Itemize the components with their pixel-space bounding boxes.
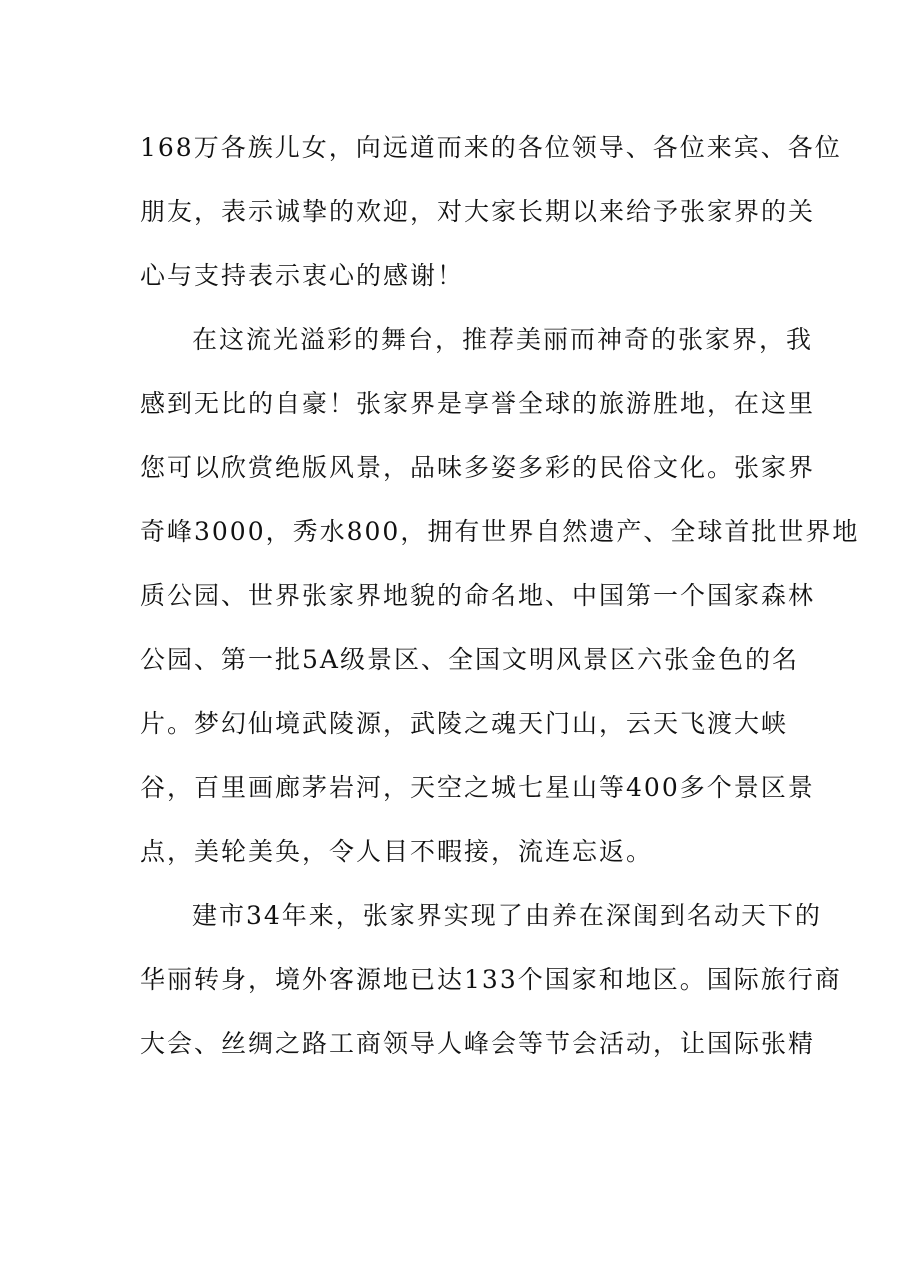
- paragraph-2-line-7: 片。梦幻仙境武陵源，武陵之魂天门山，云天飞渡大峡: [140, 709, 789, 738]
- text-line-2: 朋友，表示诚挚的欢迎，对大家长期以来给予张家界的关: [140, 197, 816, 226]
- paragraph-2-line-1: 在这流光溢彩的舞台，推荐美丽而神奇的张家界，我: [192, 325, 814, 354]
- paragraph-3-line-3: 大会、丝绸之路工商领导人峰会等节会活动，让国际张精: [140, 1029, 816, 1058]
- paragraph-2-line-9: 点，美轮美奂，令人目不暇接，流连忘返。: [140, 837, 654, 866]
- paragraph-3-line-1: 建市34年来，张家界实现了由养在深闺到名动天下的: [192, 901, 822, 930]
- paragraph-2-line-3: 您可以欣赏绝版风景，品味多姿多彩的民俗文化。张家界: [140, 453, 816, 482]
- paragraph-2-line-4: 奇峰3000，秀水800，拥有世界自然遗产、全球首批世界地: [140, 517, 860, 546]
- paragraph-3-line-2: 华丽转身，境外客源地已达133个国家和地区。国际旅行商: [140, 965, 842, 994]
- text-line-3: 心与支持表示衷心的感谢！: [140, 261, 465, 290]
- paragraph-2-line-8: 谷，百里画廊茅岩河，天空之城七星山等400多个景区景: [140, 773, 815, 802]
- text-line-1: 168万各族儿女，向远道而来的各位领导、各位来宾、各位: [140, 133, 842, 162]
- paragraph-2-line-2: 感到无比的自豪！张家界是享誉全球的旅游胜地，在这里: [140, 389, 816, 418]
- paragraph-2-line-6: 公园、第一批5A级景区、全国文明风景区六张金色的名: [140, 645, 799, 674]
- paragraph-2-line-5: 质公园、世界张家界地貌的命名地、中国第一个国家森林: [140, 581, 816, 610]
- document-body: [140, 116, 860, 1076]
